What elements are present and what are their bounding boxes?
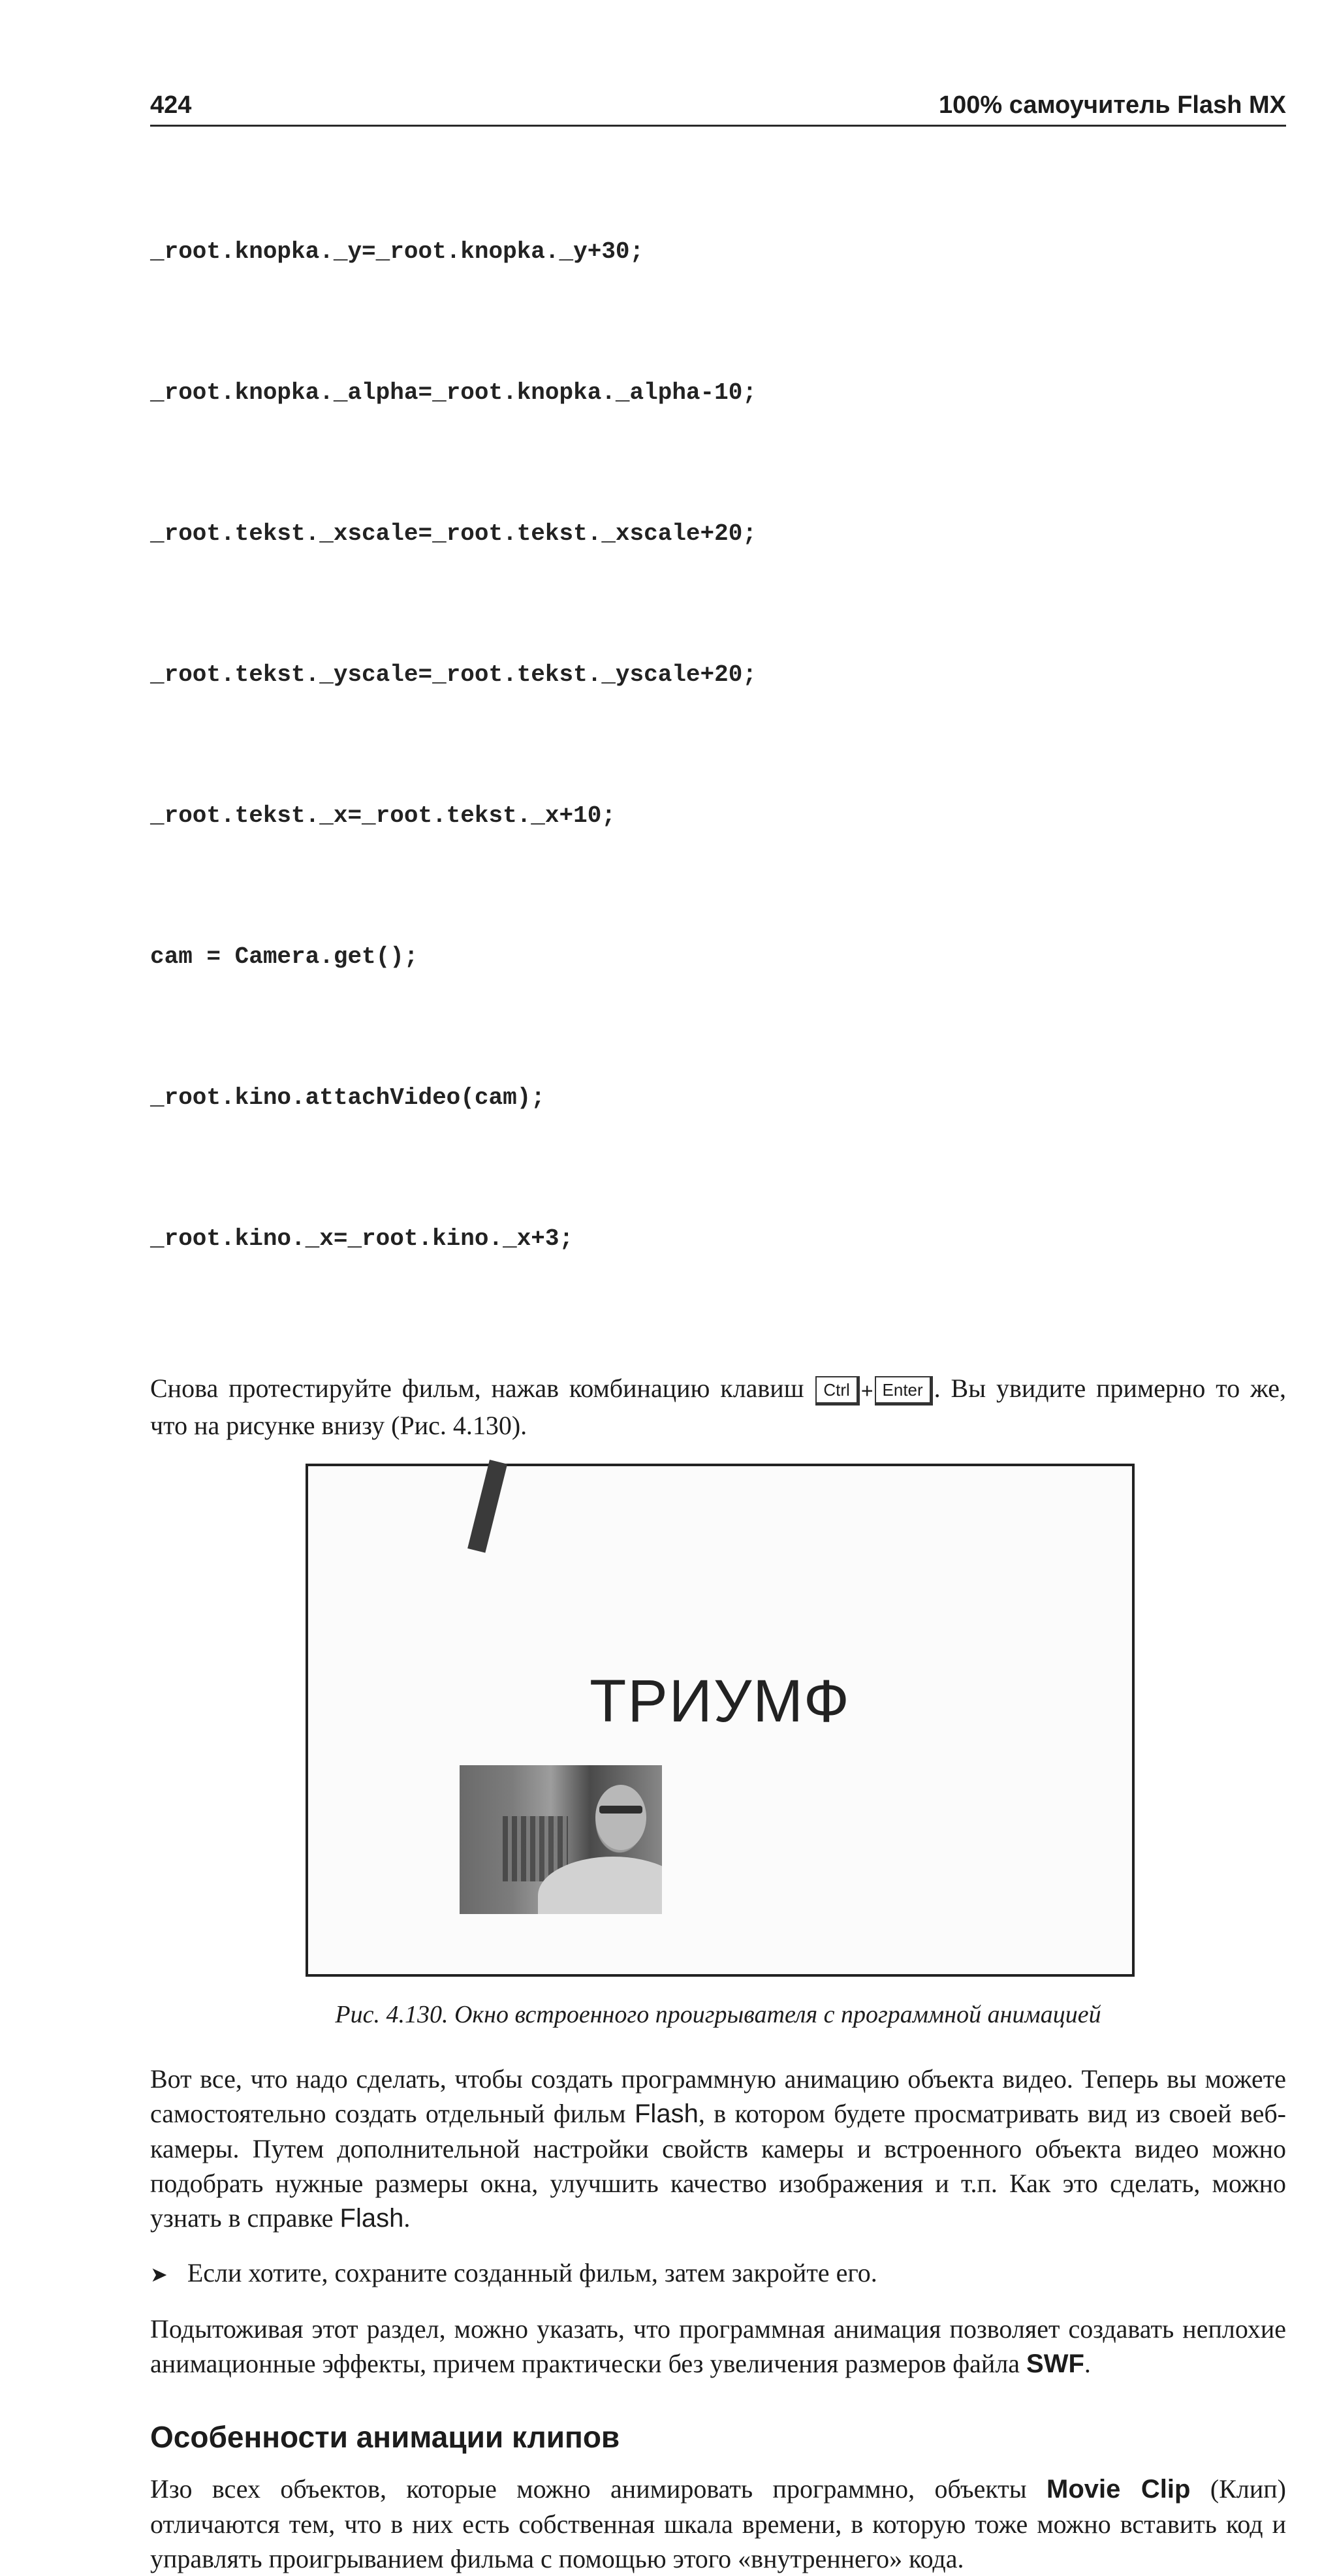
video-person-glasses <box>599 1806 642 1814</box>
book-page <box>150 91 1286 2576</box>
code-line: cam = Camera.get(); <box>150 943 418 970</box>
section-heading: Особенности анимации клипов <box>150 2420 620 2455</box>
bullet-save-film <box>150 2255 1286 2292</box>
paragraph-conclusion: Подытоживая этот раздел, можно указать, что программная анимация позволяет создавать неплохие анимационные эффекты, причем практически без увеличения размеров файла SWF. <box>150 2314 1286 2379</box>
player-window-figure <box>306 1464 1135 1977</box>
page-number: 424 <box>150 91 192 119</box>
code-line: _root.knopka._alpha=_root.knopka._alpha-10; <box>150 379 757 406</box>
code-line: _root.tekst._x=_root.tekst._x+10; <box>150 802 616 829</box>
code-line: _root.kino._x=_root.kino._x+3; <box>150 1225 574 1252</box>
paragraph-summary-video: Вот все, что надо сделать, чтобы создать программную анимацию объекта видео. Теперь вы можете самостоятельно создать отдельный фильм Flash, в котором будете просматривать вид из своей веб-камеры. Путем дополнительной настройки свойств камеры и встроенного объекта видео можно подобрать нужные размеры окна, улучшить качество изображения и т.п. Как это сделать, можно узнать в справке Flash. <box>150 2064 1286 2233</box>
code-line: _root.tekst._xscale=_root.tekst._xscale+20; <box>150 520 757 547</box>
code-line: _root.kino.attachVideo(cam); <box>150 1084 545 1111</box>
bullet-text: Если хотите, сохраните созданный фильм, затем закройте его. <box>187 2258 877 2288</box>
paragraph-test-film: Снова протестируйте фильм, нажав комбинацию клавиш Ctrl + Enter . Вы увидите примерно то же, что на рисунке внизу (Рис. 4.130). <box>150 1374 1286 1441</box>
arrow-bullet-icon: ➤ <box>150 2262 168 2287</box>
code-block <box>150 134 1286 1357</box>
plus-sign: + <box>860 1379 873 1403</box>
code-line: _root.knopka._y=_root.knopka._y+30; <box>150 238 644 265</box>
webcam-video-frame <box>460 1765 662 1914</box>
figure-caption: Рис. 4.130. Окно встроенного проигрывателя с программной анимацией <box>335 2001 1101 2029</box>
enter-key-glyph: Enter <box>875 1376 933 1406</box>
paragraph-movie-clip: Изо всех объектов, которые можно анимировать программно, объекты Movie Clip (Клип) отличаются тем, что в них есть собственная шкала времени, в которую тоже можно вставить код и управлять проигрыванием фильма с помощью этого «внутреннего» кода. <box>150 2474 1286 2574</box>
animated-text: ТРИУМФ <box>590 1668 851 1735</box>
ctrl-key-glyph: Ctrl <box>815 1376 859 1406</box>
animated-button-shape <box>467 1460 507 1553</box>
video-person-face <box>595 1785 646 1850</box>
code-line: _root.tekst._yscale=_root.tekst._yscale+20; <box>150 661 757 688</box>
page-header <box>150 91 1286 127</box>
book-title: 100% самоучитель Flash MX <box>939 91 1286 119</box>
